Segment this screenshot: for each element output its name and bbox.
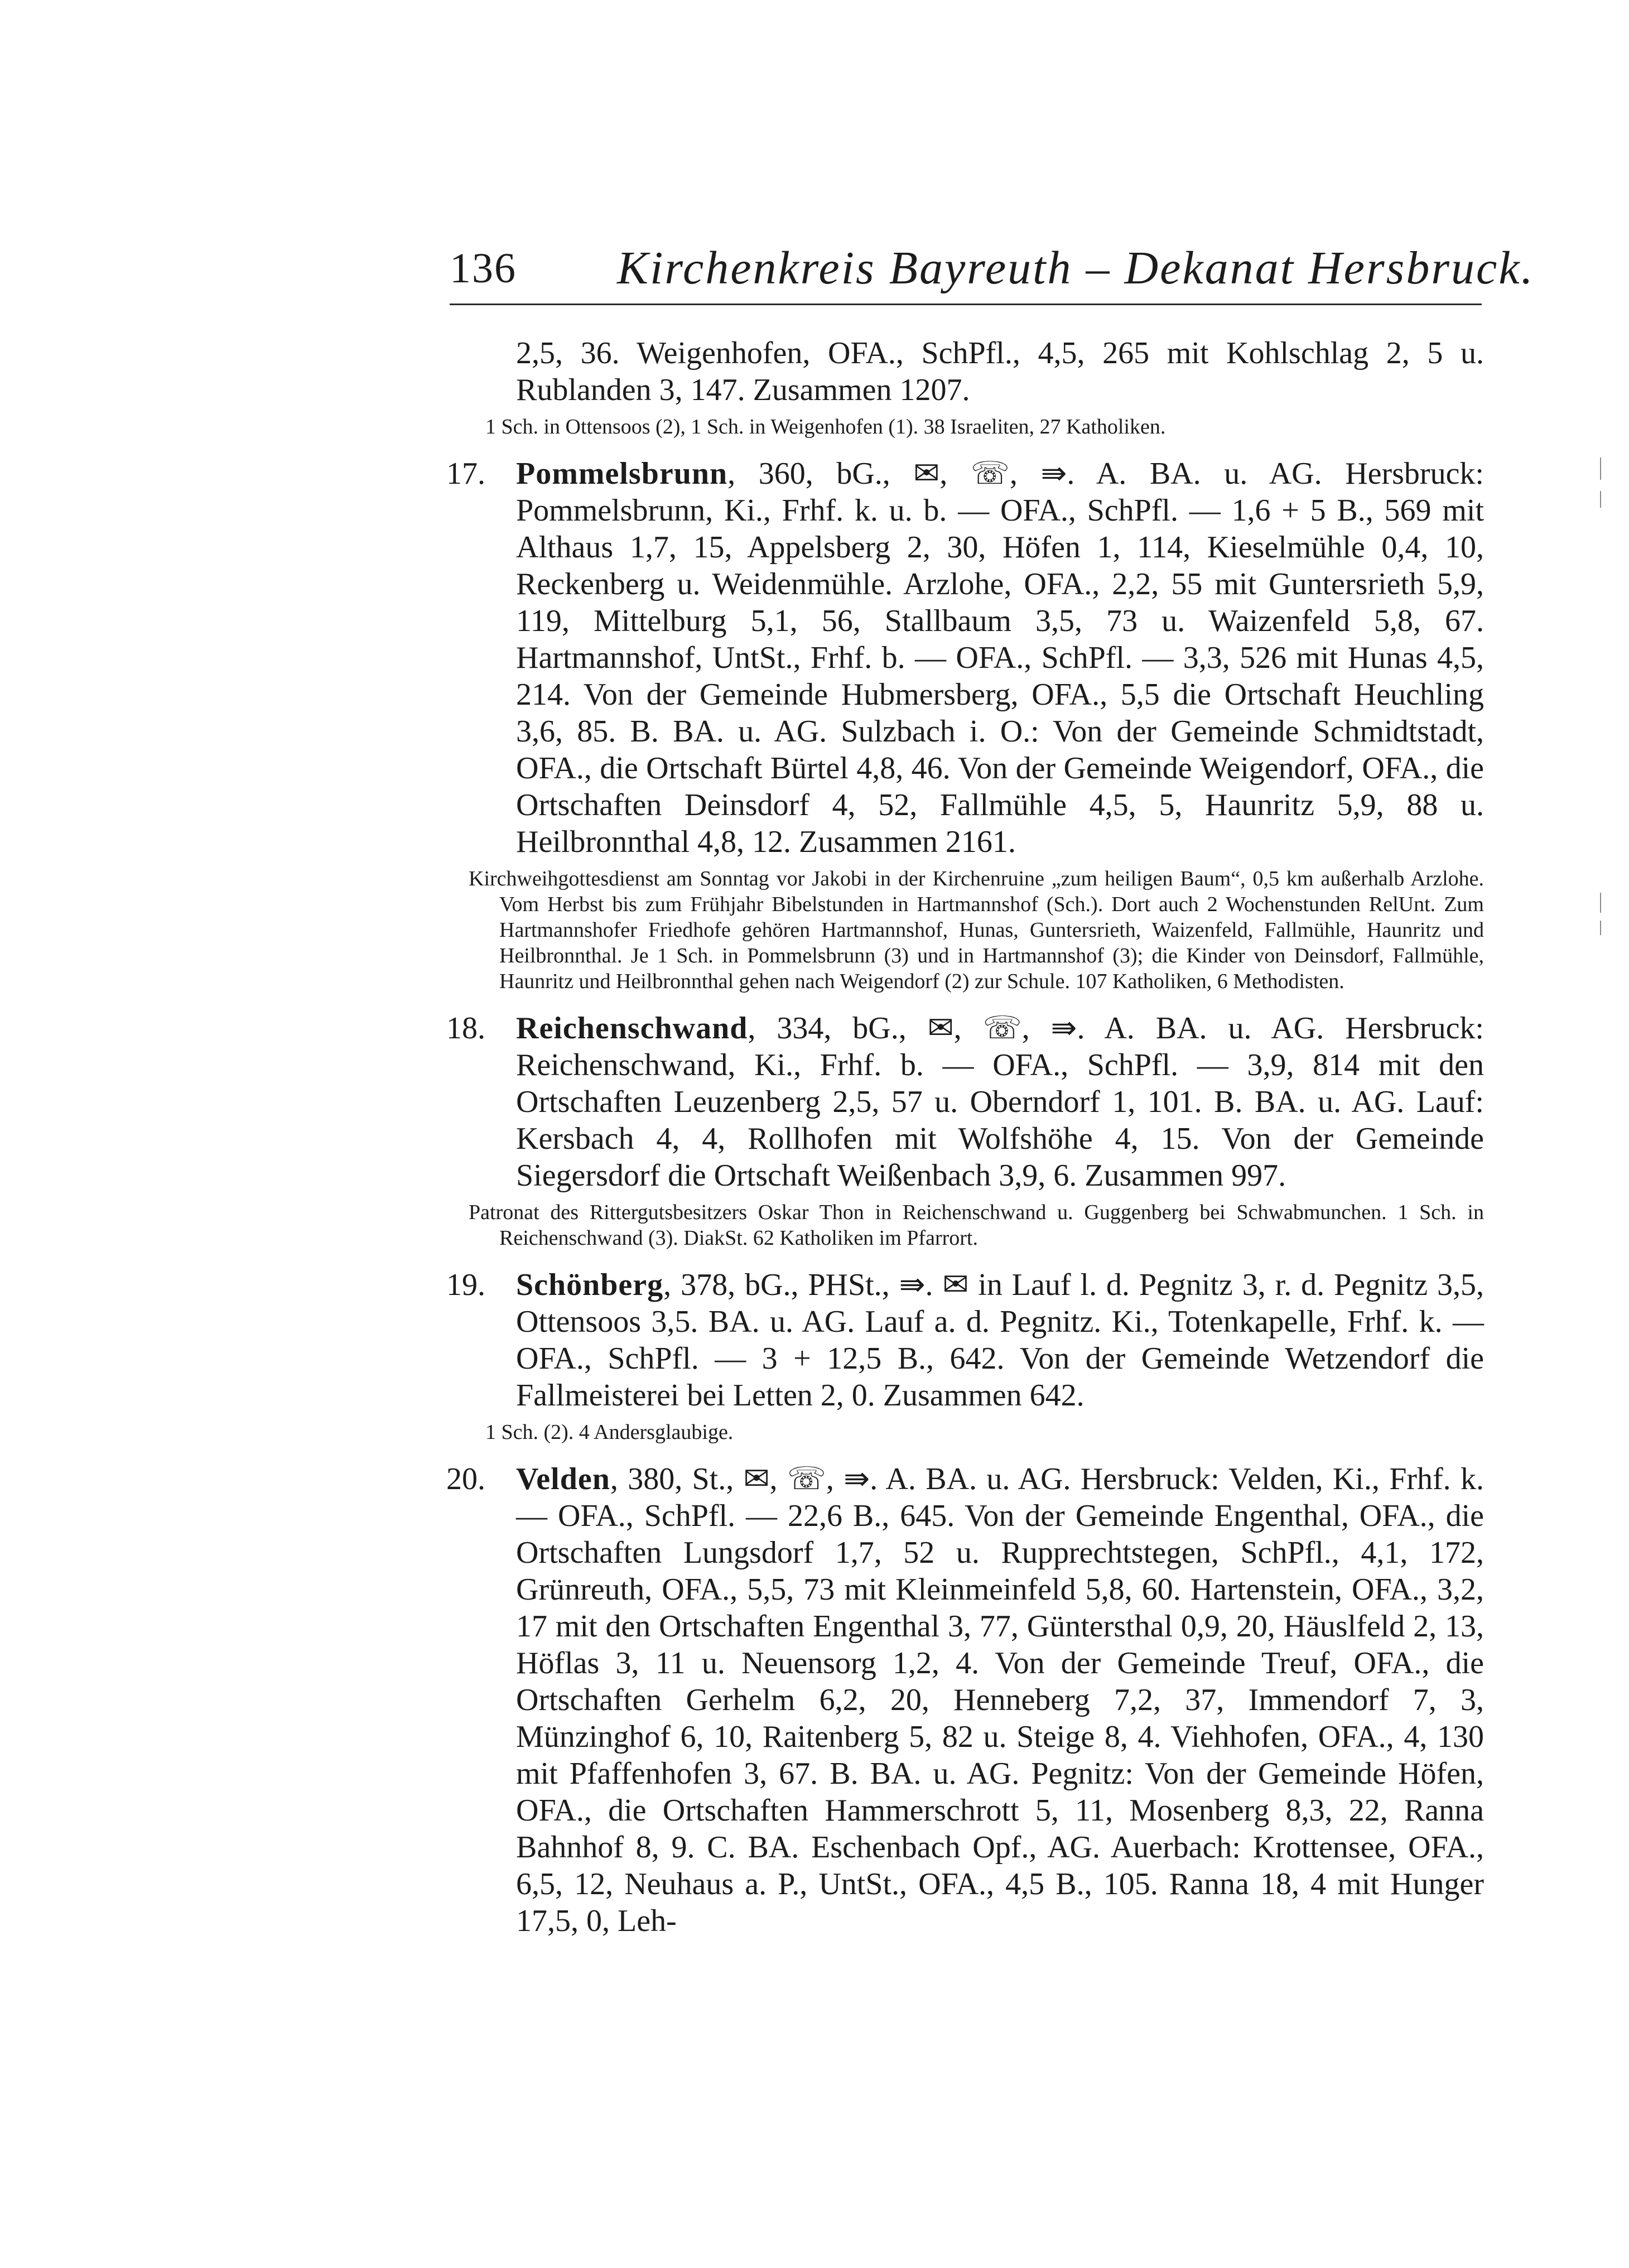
entry-text: , 334, bG., ✉, ☏, ⇛. A. BA. u. AG. Hersbruck: Reichenschwand, Ki., Frhf. b. — OFA., SchPfl. — 3,9, 814 mit den Ortschaften Leuzenberg 2,5, 57 u. Oberndorf 1, 101. B. BA. u. AG. Lauf: Kersbach 4, 4, Rollhofen mit Wolfshöhe 4, 15. Von der Gemeinde Siegersdorf die Ortschaft Weißenbach 3,9, 6. Zusammen 997. bbox=[516, 1011, 1484, 1193]
running-title: Kirchenkreis Bayreuth – Dekanat Hersbruck. bbox=[617, 242, 1535, 294]
entry-number: 18. bbox=[446, 1011, 485, 1046]
place-name: Pommelsbrunn bbox=[516, 456, 728, 491]
entry-velden bbox=[446, 1461, 1484, 1939]
running-header bbox=[450, 234, 1535, 318]
entry-note: Kirchweihgottesdienst am Sonntag vor Jakobi in der Kirchenruine „zum heiligen Baum“, 0,5 km außerhalb Arzlohe. Vom Herbst bis zum Frühjahr Bibelstunden in Hartmannshof (Sch.). Dort auch 2 Wochenstunden RelUnt. Zum Hartmannshofer Friedhofe gehören Hartmannshof, Hunas, Guntersrieth, Waizenfeld, Fallmühle, Haunritz und Heilbronnthal. Je 1 Sch. in Pommelsbrunn (3) und in Hartmannshof (3); die Kinder von Deinsdorf, Fallmühle, Haunritz und Heilbronnthal gehen nach Weigendorf (2) zur Schule. 107 Katholiken, 6 Methodisten. bbox=[469, 867, 1484, 993]
entry-number: 17. bbox=[446, 456, 485, 491]
entry-text: , 378, bG., PHSt., ⇛. ✉ in Lauf l. d. Pegnitz 3, r. d. Pegnitz 3,5, Ottensoos 3,5. BA. u. AG. Lauf a. d. Pegnitz. Ki., Totenkapelle, Frhf. k. — OFA., SchPfl. — 3 + 12,5 B., 642. Von der Gemeinde Wetzendorf die Fallmeisterei bei Letten 2, 0. Zusammen 642. bbox=[516, 1268, 1484, 1413]
entry-note: 1 Sch. in Ottensoos (2), 1 Sch. in Weigenhofen (1). 38 Israeliten, 27 Katholiken. bbox=[485, 415, 1166, 439]
entry-pommelsbrunn bbox=[446, 455, 1484, 860]
text-column bbox=[446, 335, 1484, 1939]
entry-schoenberg bbox=[446, 1267, 1484, 1414]
entry-continuation bbox=[446, 335, 1484, 408]
place-name: Velden bbox=[516, 1462, 610, 1496]
page-number: 136 bbox=[450, 245, 517, 292]
entry-number: 19. bbox=[446, 1268, 485, 1302]
entry-note: Patronat des Rittergutsbesitzers Oskar Thon in Reichenschwand u. Guggenberg bei Schwabmunchen. 1 Sch. in Reichenschwand (3). DiakSt. 62 Katholiken im Pfarrort. bbox=[469, 1201, 1484, 1250]
entry-note: 1 Sch. (2). 4 Andersglaubige. bbox=[485, 1420, 734, 1444]
entry-number: 20. bbox=[446, 1462, 485, 1496]
scan-mark bbox=[1600, 921, 1601, 935]
entry-text: 2,5, 36. Weigenhofen, OFA., SchPfl., 4,5, 265 mit Kohlschlag 2, 5 u. Rublanden 3, 147. Zusammen 1207. bbox=[516, 336, 1484, 407]
place-name: Reichenschwand bbox=[516, 1011, 748, 1046]
entry-text: , 360, bG., ✉, ☏, ⇛. A. BA. u. AG. Hersbruck: Pommelsbrunn, Ki., Frhf. k. u. b. — OFA., SchPfl. — 1,6 + 5 B., 569 mit Althaus 1,7, 15, Appelsberg 2, 30, Höfen 1, 114, Kieselmühle 0,4, 10, Reckenberg u. Weidenmühle. Arzlohe, OFA., 2,2, 55 mit Guntersrieth 5,9, 119, Mittelburg 5,1, 56, Stallbaum 3,5, 73 u. Waizenfeld 5,8, 67. Hartmannshof, UntSt., Frhf. b. — OFA., SchPfl. — 3,3, 526 mit Hunas 4,5, 214. Von der Gemeinde Hubmersberg, OFA., 5,5 die Ortschaft Heuchling 3,6, 85. B. BA. u. AG. Sulzbach i. O.: Von der Gemeinde Schmidtstadt, OFA., die Ortschaft Bürtel 4,8, 46. Von der Gemeinde Weigendorf, OFA., die Ortschaften Deinsdorf 4, 52, Fallmühle 4,5, 5, Haunritz 5,9, 88 u. Heilbronnthal 4,8, 12. Zusammen 2161. bbox=[516, 456, 1484, 859]
place-name: Schönberg bbox=[516, 1268, 664, 1302]
scan-mark bbox=[1600, 491, 1601, 508]
scan-mark bbox=[1600, 893, 1601, 913]
header-rule bbox=[450, 304, 1482, 305]
scan-mark bbox=[1600, 458, 1601, 480]
entry-text: , 380, St., ✉, ☏, ⇛. A. BA. u. AG. Hersbruck: Velden, Ki., Frhf. k. — OFA., SchPfl. — 22,6 B., 645. Von der Gemeinde Engenthal, OFA., die Ortschaften Lungsdorf 1,7, 52 u. Rupprechtstegen, SchPfl., 4,1, 172, Grünreuth, OFA., 5,5, 73 mit Kleinmeinfeld 5,8, 60. Hartenstein, OFA., 3,2, 17 mit den Ortschaften Engenthal 3, 77, Güntersthal 0,9, 20, Häuslfeld 2, 13, Höflas 3, 11 u. Neuensorg 1,2, 4. Von der Gemeinde Treuf, OFA., die Ortschaften Gerhelm 6,2, 20, Henneberg 7,2, 37, Immendorf 7, 3, Münzinghof 6, 10, Raitenberg 5, 82 u. Steige 8, 4. Viehhofen, OFA., 4, 130 mit Pfaffenhofen 3, 67. B. BA. u. AG. Pegnitz: Von der Gemeinde Höfen, OFA., die Ortschaften Hammerschrott 5, 11, Mosenberg 8,3, 22, Ranna Bahnhof 8, 9. C. BA. Eschenbach Opf., AG. Auerbach: Krottensee, OFA., 6,5, 12, Neuhaus a. P., UntSt., OFA., 4,5 B., 105. Ranna 18, 4 mit Hunger 17,5, 0, Leh- bbox=[516, 1462, 1484, 1938]
entry-reichenschwand bbox=[446, 1010, 1484, 1194]
